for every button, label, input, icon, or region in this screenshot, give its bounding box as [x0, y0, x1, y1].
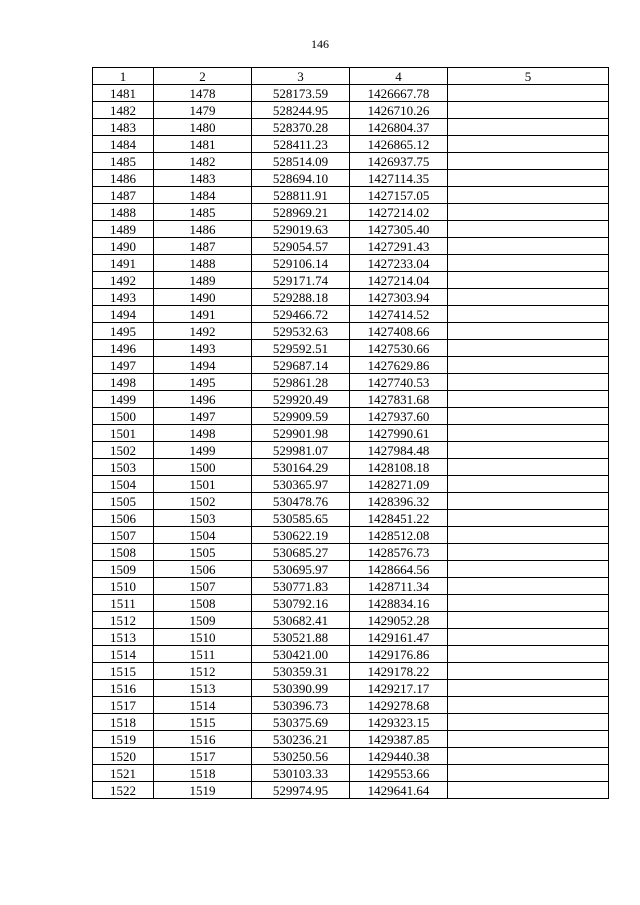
table-cell	[448, 646, 609, 663]
table-row	[93, 255, 609, 272]
table-cell: 1512	[154, 663, 252, 680]
coordinates-table	[92, 67, 609, 799]
table-cell: 1478	[154, 85, 252, 102]
table-row	[93, 493, 609, 510]
table-cell: 1496	[154, 391, 252, 408]
table-cell: 529920.49	[252, 391, 350, 408]
table-row	[93, 629, 609, 646]
table-cell: 1427303.94	[350, 289, 448, 306]
table-cell: 530103.33	[252, 765, 350, 782]
table-cell: 530359.31	[252, 663, 350, 680]
table-row	[93, 306, 609, 323]
table-row	[93, 476, 609, 493]
table-cell: 1429217.17	[350, 680, 448, 697]
table-cell: 1428834.16	[350, 595, 448, 612]
table-cell: 1480	[154, 119, 252, 136]
table-row	[93, 527, 609, 544]
table-cell: 1485	[154, 204, 252, 221]
table-cell: 1428664.56	[350, 561, 448, 578]
table-cell	[448, 119, 609, 136]
table-cell: 528694.10	[252, 170, 350, 187]
table-cell: 528173.59	[252, 85, 350, 102]
table-cell: 1428512.08	[350, 527, 448, 544]
table-cell: 1490	[93, 238, 154, 255]
table-cell	[448, 391, 609, 408]
table-row	[93, 391, 609, 408]
table-row	[93, 289, 609, 306]
table-cell: 1483	[93, 119, 154, 136]
table-cell: 529901.98	[252, 425, 350, 442]
table-cell: 1511	[154, 646, 252, 663]
table-cell	[448, 595, 609, 612]
table-cell: 528370.28	[252, 119, 350, 136]
table-row	[93, 697, 609, 714]
table-cell: 1497	[154, 408, 252, 425]
table-cell: 530771.83	[252, 578, 350, 595]
table-row	[93, 187, 609, 204]
table-cell: 1487	[93, 187, 154, 204]
table-row	[93, 153, 609, 170]
table-cell: 1486	[93, 170, 154, 187]
table-cell: 1499	[154, 442, 252, 459]
table-cell	[448, 323, 609, 340]
table-cell: 1519	[93, 731, 154, 748]
table-cell: 530396.73	[252, 697, 350, 714]
table-cell: 529861.28	[252, 374, 350, 391]
table-cell	[448, 748, 609, 765]
table-cell: 1499	[93, 391, 154, 408]
table-cell: 1427214.02	[350, 204, 448, 221]
table-row	[93, 221, 609, 238]
column-header: 2	[154, 68, 252, 85]
table-cell	[448, 663, 609, 680]
table-row	[93, 595, 609, 612]
table-cell	[448, 136, 609, 153]
table-cell: 1518	[93, 714, 154, 731]
table-cell: 1482	[93, 102, 154, 119]
table-row	[93, 459, 609, 476]
column-header: 4	[350, 68, 448, 85]
table-cell: 1429176.86	[350, 646, 448, 663]
table-cell	[448, 578, 609, 595]
table-row	[93, 544, 609, 561]
table-cell: 1507	[154, 578, 252, 595]
table-row	[93, 204, 609, 221]
table-cell: 1491	[154, 306, 252, 323]
table-cell: 1429323.15	[350, 714, 448, 731]
table-cell	[448, 170, 609, 187]
table-cell: 1517	[93, 697, 154, 714]
table-row	[93, 119, 609, 136]
table-cell	[448, 493, 609, 510]
table-cell: 1426865.12	[350, 136, 448, 153]
table-cell: 1429178.22	[350, 663, 448, 680]
table-cell: 528969.21	[252, 204, 350, 221]
table-cell: 529054.57	[252, 238, 350, 255]
table-cell: 1426937.75	[350, 153, 448, 170]
table-cell: 1483	[154, 170, 252, 187]
table-cell: 1503	[93, 459, 154, 476]
table-cell: 530236.21	[252, 731, 350, 748]
table-cell: 1428396.32	[350, 493, 448, 510]
table-row	[93, 238, 609, 255]
table-row	[93, 663, 609, 680]
table-cell: 1426710.26	[350, 102, 448, 119]
column-header: 5	[448, 68, 609, 85]
table-cell	[448, 102, 609, 119]
table-row	[93, 765, 609, 782]
table-cell: 528411.23	[252, 136, 350, 153]
table-cell: 1515	[93, 663, 154, 680]
table-header-row	[93, 68, 609, 85]
table-cell: 1427530.66	[350, 340, 448, 357]
table-cell: 530478.76	[252, 493, 350, 510]
table-cell	[448, 612, 609, 629]
table-row	[93, 323, 609, 340]
table-cell: 1500	[154, 459, 252, 476]
table-row	[93, 136, 609, 153]
table-cell	[448, 357, 609, 374]
table-cell	[448, 238, 609, 255]
table-cell: 1508	[93, 544, 154, 561]
table-cell	[448, 731, 609, 748]
table-cell: 1427233.04	[350, 255, 448, 272]
table-cell: 1514	[154, 697, 252, 714]
table-cell: 1429553.66	[350, 765, 448, 782]
table-cell: 1426667.78	[350, 85, 448, 102]
table-row	[93, 408, 609, 425]
table-cell: 1500	[93, 408, 154, 425]
table-row	[93, 782, 609, 799]
table-cell: 1498	[93, 374, 154, 391]
table-cell	[448, 442, 609, 459]
table-cell: 1511	[93, 595, 154, 612]
table-row	[93, 714, 609, 731]
table-cell: 529981.07	[252, 442, 350, 459]
table-cell: 530365.97	[252, 476, 350, 493]
table-cell	[448, 340, 609, 357]
table-row	[93, 357, 609, 374]
table-cell	[448, 561, 609, 578]
table-cell: 1503	[154, 510, 252, 527]
table-cell: 1504	[93, 476, 154, 493]
table-row	[93, 680, 609, 697]
table-cell: 1517	[154, 748, 252, 765]
table-cell: 529592.51	[252, 340, 350, 357]
table-cell	[448, 629, 609, 646]
table-cell: 530622.19	[252, 527, 350, 544]
table-cell: 1504	[154, 527, 252, 544]
column-header: 1	[93, 68, 154, 85]
table-cell: 1484	[154, 187, 252, 204]
table-cell: 1510	[154, 629, 252, 646]
table-cell: 1518	[154, 765, 252, 782]
table-cell: 1427305.40	[350, 221, 448, 238]
table-cell: 1521	[93, 765, 154, 782]
table-cell: 1510	[93, 578, 154, 595]
table-row	[93, 731, 609, 748]
table-cell: 1494	[154, 357, 252, 374]
table-cell: 1429387.85	[350, 731, 448, 748]
table-cell	[448, 544, 609, 561]
table-cell: 1497	[93, 357, 154, 374]
table-cell	[448, 765, 609, 782]
table-cell: 528244.95	[252, 102, 350, 119]
table-cell: 529909.59	[252, 408, 350, 425]
table-cell: 1502	[154, 493, 252, 510]
table-cell: 1428108.18	[350, 459, 448, 476]
table-cell: 530164.29	[252, 459, 350, 476]
table-cell	[448, 187, 609, 204]
table-cell: 529288.18	[252, 289, 350, 306]
table-cell: 1514	[93, 646, 154, 663]
table-cell: 1501	[93, 425, 154, 442]
table-cell: 1429052.28	[350, 612, 448, 629]
table-cell: 1427831.68	[350, 391, 448, 408]
table-cell: 528514.09	[252, 153, 350, 170]
table-cell: 1493	[154, 340, 252, 357]
table-cell: 1427408.66	[350, 323, 448, 340]
table-cell: 1513	[93, 629, 154, 646]
table-cell: 1506	[93, 510, 154, 527]
table-cell: 1479	[154, 102, 252, 119]
table-cell	[448, 697, 609, 714]
table-row	[93, 374, 609, 391]
table-cell	[448, 527, 609, 544]
table-cell: 1505	[154, 544, 252, 561]
table-cell: 1428451.22	[350, 510, 448, 527]
table-cell	[448, 255, 609, 272]
table-cell: 1492	[154, 323, 252, 340]
table-cell: 529106.14	[252, 255, 350, 272]
table-row	[93, 612, 609, 629]
table-cell: 1427114.35	[350, 170, 448, 187]
table-cell: 1496	[93, 340, 154, 357]
table-cell: 1426804.37	[350, 119, 448, 136]
table-cell: 530250.56	[252, 748, 350, 765]
table-cell	[448, 714, 609, 731]
table-cell: 1505	[93, 493, 154, 510]
table-cell	[448, 476, 609, 493]
table-cell	[448, 510, 609, 527]
table-cell: 1491	[93, 255, 154, 272]
table-cell: 529171.74	[252, 272, 350, 289]
table-cell	[448, 85, 609, 102]
page-number: 146	[311, 37, 329, 51]
table-cell	[448, 782, 609, 799]
table-cell	[448, 680, 609, 697]
table-cell: 1487	[154, 238, 252, 255]
table-cell: 530585.65	[252, 510, 350, 527]
table-cell	[448, 204, 609, 221]
table-cell: 1429278.68	[350, 697, 448, 714]
table-cell: 1427990.61	[350, 425, 448, 442]
table-cell: 1494	[93, 306, 154, 323]
table-cell: 1515	[154, 714, 252, 731]
table-cell: 1427629.86	[350, 357, 448, 374]
table-cell: 530695.97	[252, 561, 350, 578]
table-cell: 1427937.60	[350, 408, 448, 425]
table-body	[93, 85, 609, 799]
table-cell	[448, 425, 609, 442]
table-cell: 1484	[93, 136, 154, 153]
table-cell: 1429161.47	[350, 629, 448, 646]
table-cell: 1501	[154, 476, 252, 493]
table-cell: 530682.41	[252, 612, 350, 629]
table-cell: 1427414.52	[350, 306, 448, 323]
table-cell: 1489	[154, 272, 252, 289]
table-row	[93, 85, 609, 102]
table-cell: 530375.69	[252, 714, 350, 731]
table-cell: 530421.00	[252, 646, 350, 663]
table-cell: 1427157.05	[350, 187, 448, 204]
table-cell: 1509	[93, 561, 154, 578]
table-cell	[448, 289, 609, 306]
table-cell: 1506	[154, 561, 252, 578]
table-cell: 1427740.53	[350, 374, 448, 391]
table-cell: 1516	[154, 731, 252, 748]
table-cell	[448, 153, 609, 170]
table-cell: 1427984.48	[350, 442, 448, 459]
table-cell: 1486	[154, 221, 252, 238]
table-cell	[448, 374, 609, 391]
table-cell: 1427291.43	[350, 238, 448, 255]
table-cell: 530390.99	[252, 680, 350, 697]
table-cell: 529466.72	[252, 306, 350, 323]
table-cell: 530521.88	[252, 629, 350, 646]
table-cell: 1485	[93, 153, 154, 170]
table-cell: 1492	[93, 272, 154, 289]
table-cell	[448, 272, 609, 289]
table-cell: 529532.63	[252, 323, 350, 340]
table-row	[93, 561, 609, 578]
table-cell: 529974.95	[252, 782, 350, 799]
table-cell: 1495	[93, 323, 154, 340]
table-cell: 528811.91	[252, 187, 350, 204]
table-cell: 530792.16	[252, 595, 350, 612]
table-row	[93, 510, 609, 527]
table-cell: 1502	[93, 442, 154, 459]
table-row	[93, 102, 609, 119]
table-cell: 1427214.04	[350, 272, 448, 289]
table-row	[93, 578, 609, 595]
table-row	[93, 170, 609, 187]
table-cell: 1489	[93, 221, 154, 238]
table-cell: 1513	[154, 680, 252, 697]
table-row	[93, 425, 609, 442]
table-cell: 1495	[154, 374, 252, 391]
table-row	[93, 340, 609, 357]
table-cell: 1493	[93, 289, 154, 306]
table-cell: 1512	[93, 612, 154, 629]
table-row	[93, 442, 609, 459]
table-cell: 530685.27	[252, 544, 350, 561]
table-row	[93, 272, 609, 289]
table-cell	[448, 221, 609, 238]
table-cell: 1508	[154, 595, 252, 612]
table-cell: 1481	[154, 136, 252, 153]
table-cell	[448, 459, 609, 476]
table-cell: 1481	[93, 85, 154, 102]
table-cell: 1428576.73	[350, 544, 448, 561]
table-cell: 1429641.64	[350, 782, 448, 799]
table-cell: 1488	[154, 255, 252, 272]
table-cell: 1429440.38	[350, 748, 448, 765]
table-cell: 1428271.09	[350, 476, 448, 493]
table-cell: 1509	[154, 612, 252, 629]
table-cell: 1428711.34	[350, 578, 448, 595]
table-cell: 1482	[154, 153, 252, 170]
table-cell	[448, 306, 609, 323]
table-cell: 1498	[154, 425, 252, 442]
table-cell: 529687.14	[252, 357, 350, 374]
table-cell: 1520	[93, 748, 154, 765]
table-cell	[448, 408, 609, 425]
table-cell: 1488	[93, 204, 154, 221]
table-cell: 1490	[154, 289, 252, 306]
table-cell: 1519	[154, 782, 252, 799]
column-header: 3	[252, 68, 350, 85]
table-cell: 529019.63	[252, 221, 350, 238]
table-row	[93, 646, 609, 663]
table-row	[93, 748, 609, 765]
table-cell: 1522	[93, 782, 154, 799]
table-cell: 1516	[93, 680, 154, 697]
table-cell: 1507	[93, 527, 154, 544]
